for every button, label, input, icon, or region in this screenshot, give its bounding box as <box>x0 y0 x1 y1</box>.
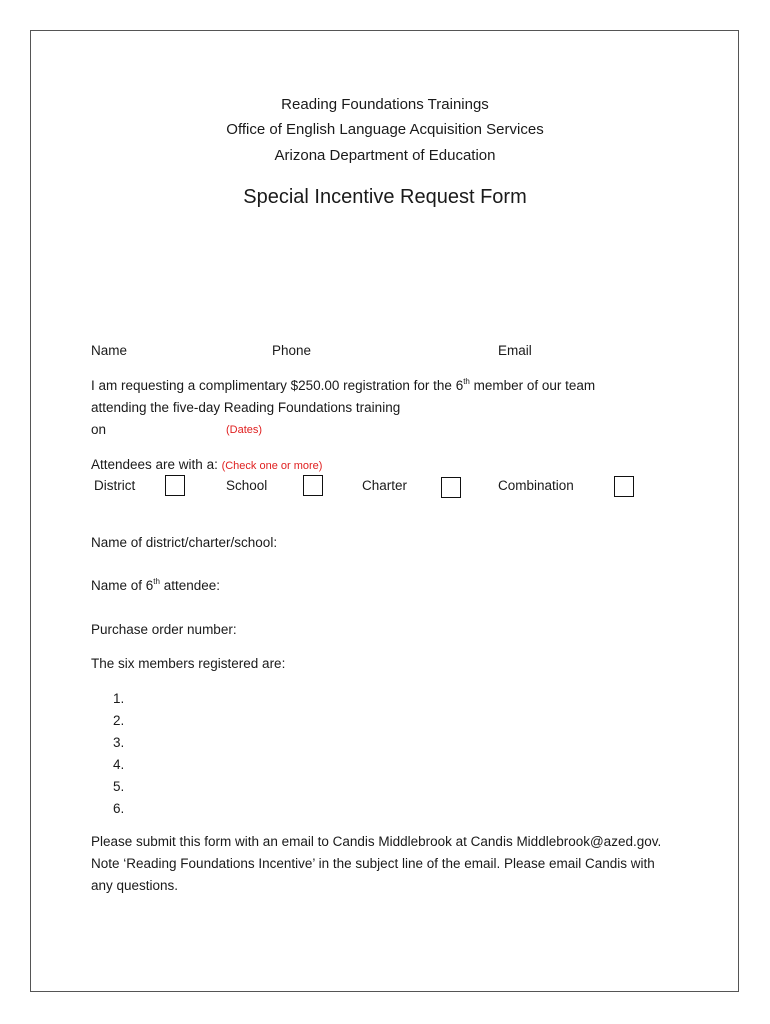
members-label: The six members registered are: <box>91 656 286 671</box>
member-item-4: 4. <box>113 757 125 772</box>
on-label: on <box>91 422 107 437</box>
dates-hint: (Dates) <box>226 424 263 436</box>
check-hint: (Check one or more) <box>221 460 323 472</box>
footer-line-1: Please submit this form with an email to Candis Middlebrook at Candis Middlebrook@azed.gov. <box>91 834 662 849</box>
district-name-label: Name of district/charter/school: <box>91 535 278 550</box>
request-line-2: attending the five-day Reading Foundations training <box>91 400 401 415</box>
member-item-1: 1. <box>113 691 125 706</box>
option-charter-label: Charter <box>362 478 408 493</box>
school-checkbox[interactable] <box>303 475 323 496</box>
member-item-3: 3. <box>113 735 125 750</box>
member-item-2: 2. <box>113 713 125 728</box>
header-department: Arizona Department of Education <box>274 147 496 164</box>
option-district-label: District <box>94 478 136 493</box>
request-line-1: I am requesting a complimentary $250.00 registration for the 6th member of our team <box>91 377 596 393</box>
combination-checkbox[interactable] <box>614 476 634 497</box>
footer-line-2: Note ‘Reading Foundations Incentive’ in the subject line of the email. Please email Candis with <box>91 856 655 871</box>
sixth-attendee-label: Name of 6th attendee: <box>91 577 221 593</box>
name-label: Name <box>91 343 128 358</box>
member-item-5: 5. <box>113 779 125 794</box>
header-program: Reading Foundations Trainings <box>281 96 489 113</box>
attendees-label: Attendees are with a: (Check one or more) <box>91 457 323 472</box>
form-title: Special Incentive Request Form <box>243 186 527 208</box>
charter-checkbox[interactable] <box>441 477 461 498</box>
phone-label: Phone <box>272 343 312 358</box>
option-school-label: School <box>226 478 268 493</box>
district-checkbox[interactable] <box>165 475 185 496</box>
option-combination-label: Combination <box>498 478 574 493</box>
header-office: Office of English Language Acquisition Services <box>226 121 544 138</box>
purchase-order-label: Purchase order number: <box>91 622 237 637</box>
member-item-6: 6. <box>113 801 125 816</box>
footer-line-3: any questions. <box>91 878 179 893</box>
email-label: Email <box>498 343 532 358</box>
